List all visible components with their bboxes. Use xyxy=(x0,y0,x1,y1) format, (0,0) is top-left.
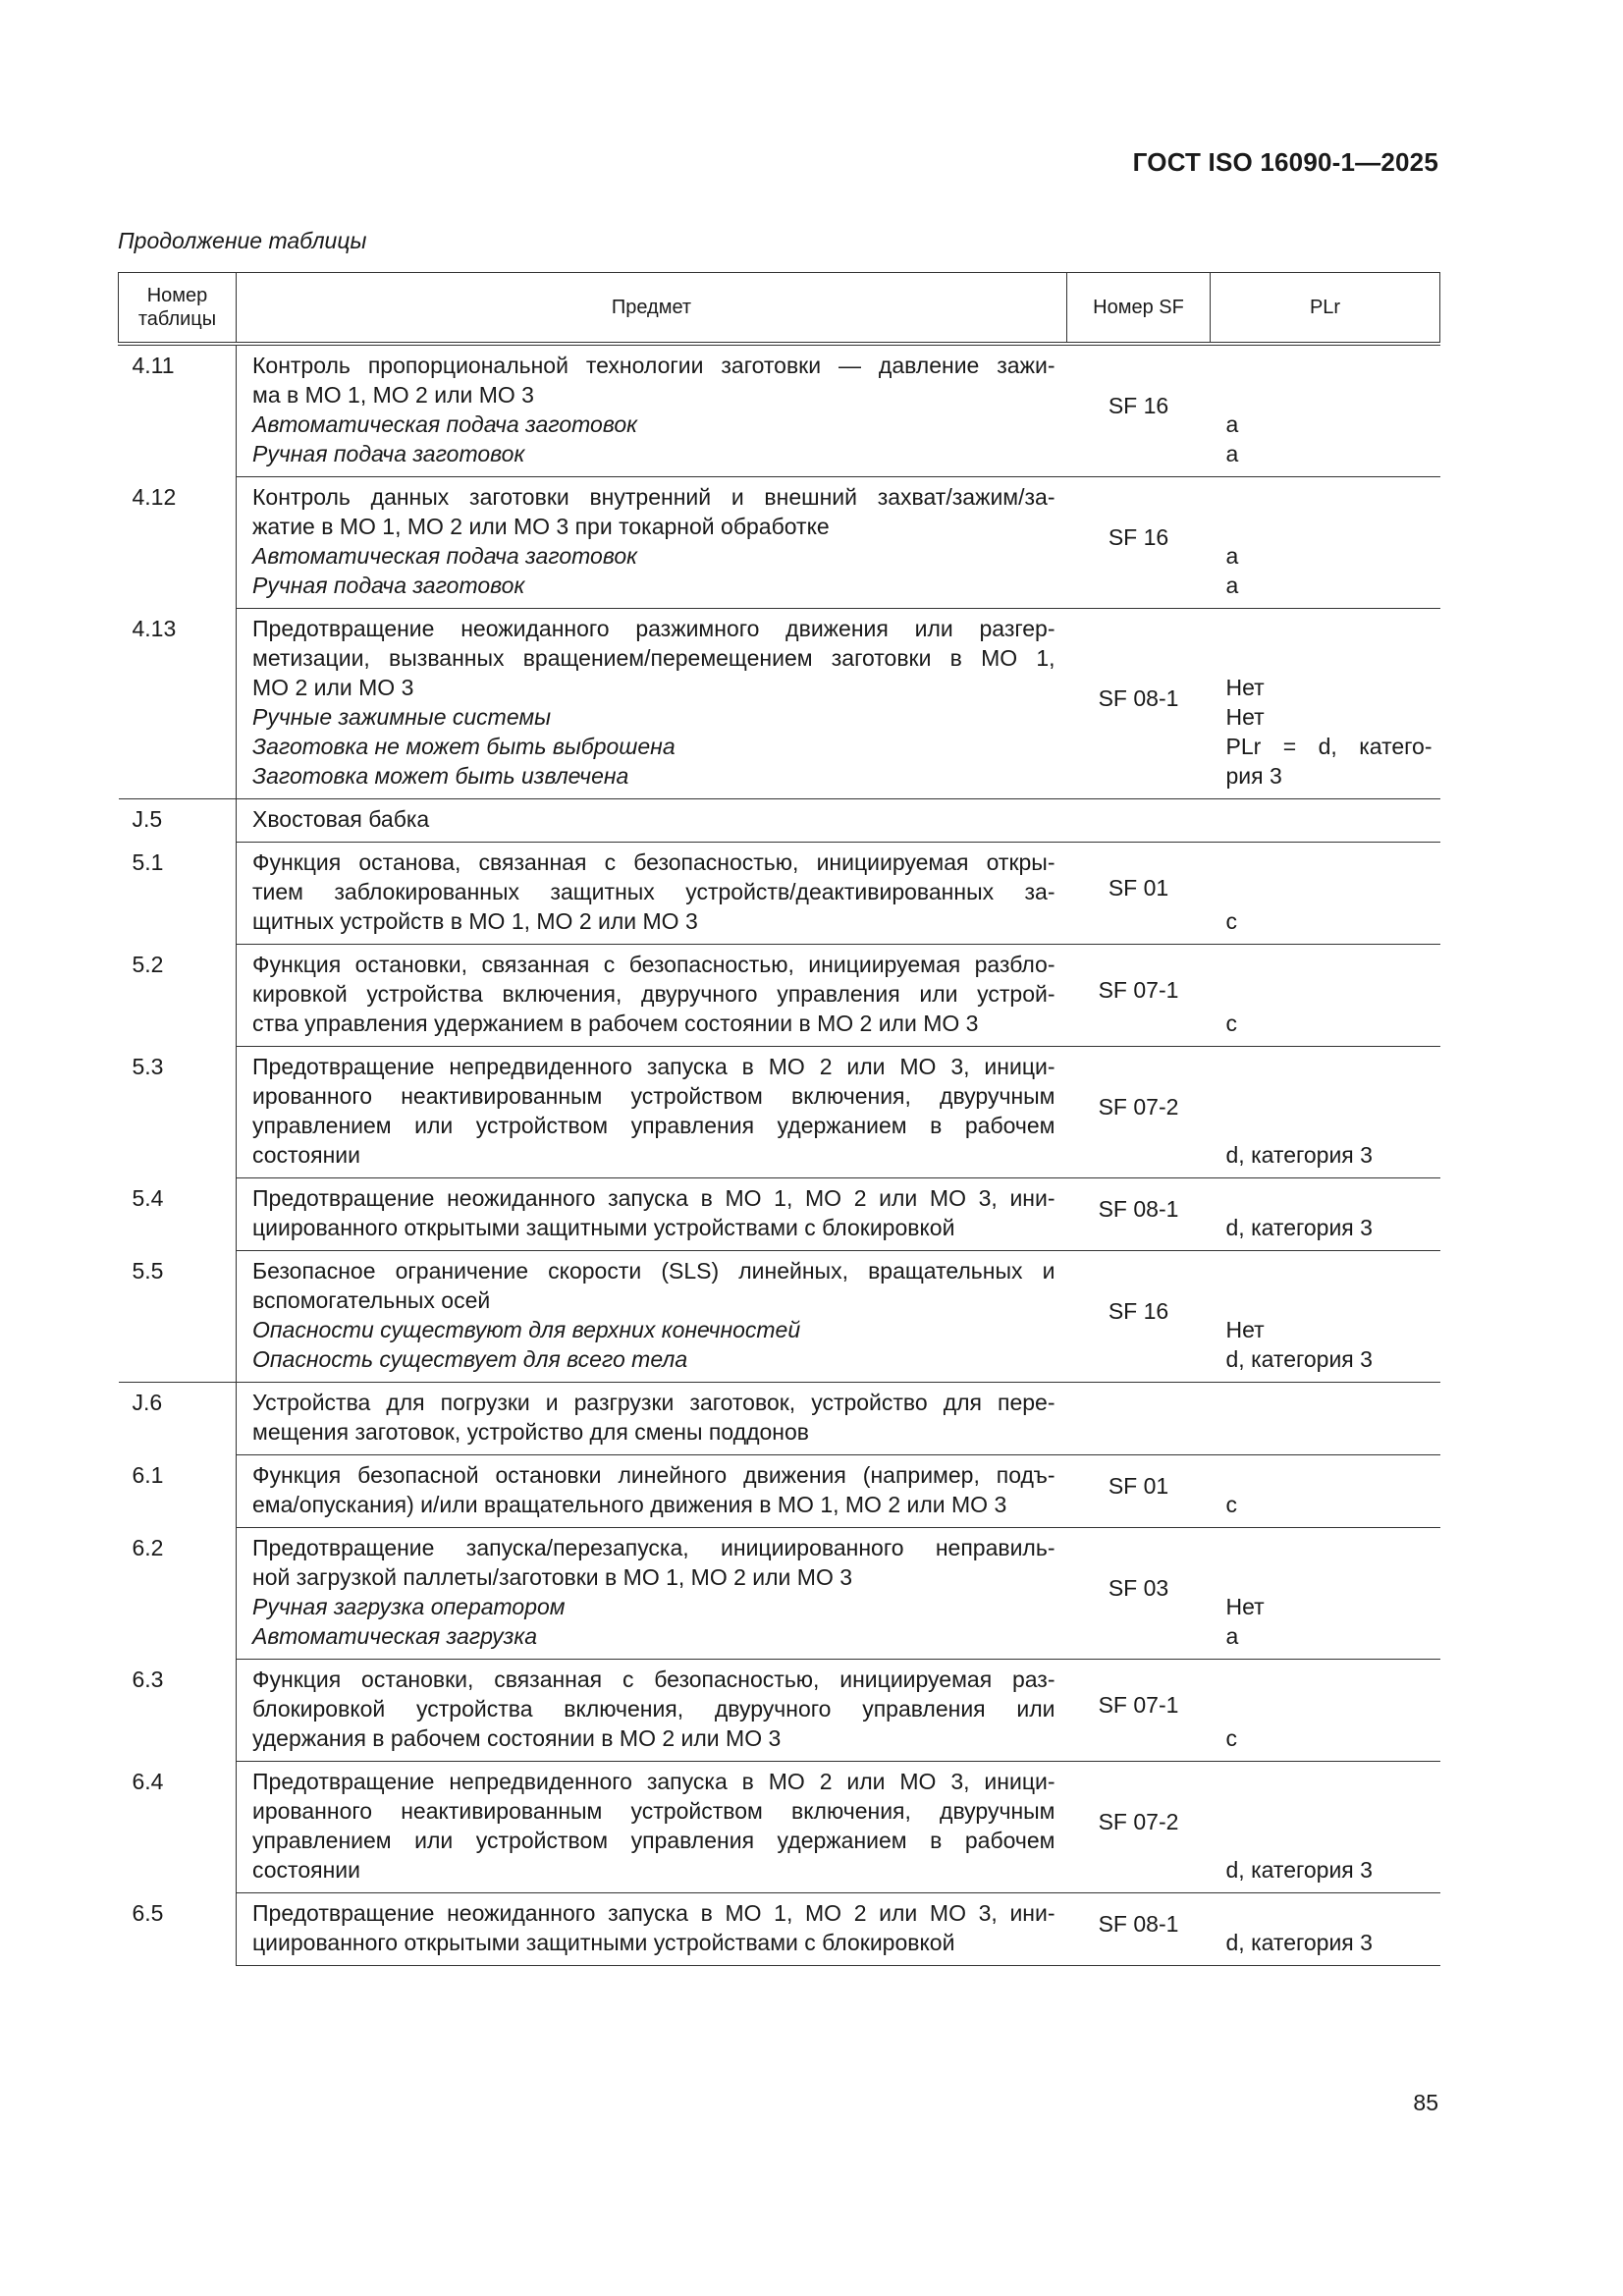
subject-condition-line: Ручная загрузка оператором xyxy=(252,1594,566,1619)
subject-text-line: Функция остановки, связанная с безопасностью, инициируемая раз- xyxy=(252,1667,1055,1692)
row-subject xyxy=(237,1660,1067,1762)
row-subject xyxy=(237,799,1067,843)
plr-value-line xyxy=(1226,847,1433,877)
plr-value-line: c xyxy=(1225,908,1237,934)
plr-value-line xyxy=(1226,1081,1433,1111)
plr-value-line: d, категория 3 xyxy=(1225,1142,1373,1168)
subject-text-line: ма в МО 1, МО 2 или МО 3 xyxy=(252,382,534,408)
subject-text-line: удержания в рабочем состоянии в МО 2 или МО 3 xyxy=(252,1725,782,1751)
plr-value-line xyxy=(1226,1183,1433,1213)
row-sf-number: SF 08-1 xyxy=(1067,1178,1211,1251)
row-plr xyxy=(1211,843,1440,945)
plr-value-line xyxy=(1226,1562,1433,1592)
subject-text-line: циированного открытыми защитными устройствами с блокировкой xyxy=(252,1930,955,1955)
row-subject xyxy=(237,1893,1067,1966)
subject-text-line: Контроль пропорциональной технологии заготовки — давление зажи- xyxy=(252,353,1055,378)
row-table-number: 5.4 xyxy=(132,1184,164,1211)
plr-value-line xyxy=(1226,1533,1433,1562)
subject-text-line: ной загрузкой паллеты/заготовки в МО 1, МО 2 или МО 3 xyxy=(252,1564,853,1590)
plr-value-line: Нет xyxy=(1225,1594,1265,1619)
row-plr xyxy=(1211,945,1440,1047)
plr-value-line xyxy=(1226,1665,1433,1694)
page-number: 85 xyxy=(1413,2090,1438,2115)
table-row xyxy=(119,1251,1440,1383)
subject-text-line: Предотвращение неожиданного запуска в МО 1, МО 2 или МО 3, ини- xyxy=(252,1900,1055,1926)
header-subject: Предмет xyxy=(237,273,1067,345)
row-table-number: 4.11 xyxy=(132,353,175,378)
table-row xyxy=(119,1047,1440,1178)
table-continuation-label: Продолжение таблицы xyxy=(118,228,367,253)
plr-value-line: Нет xyxy=(1225,675,1265,700)
subject-text-line: Предотвращение неожиданного разжимного движения или разгер- xyxy=(252,616,1055,641)
row-subject xyxy=(237,477,1067,609)
row-table-number: 5.3 xyxy=(132,1053,164,1079)
plr-value-line xyxy=(1226,351,1433,380)
subject-text-line: Функция остановки, связанная с безопасностью, инициируемая разбло- xyxy=(252,952,1055,977)
row-table-number: 5.2 xyxy=(132,951,164,977)
subject-condition-line: Заготовка может быть извлечена xyxy=(252,763,629,789)
subject-text-line: Контроль данных заготовки внутренний и внешний захват/зажим/за- xyxy=(252,484,1055,510)
plr-value-line: a xyxy=(1225,573,1239,598)
table-row xyxy=(119,1178,1440,1251)
row-table-number: 4.12 xyxy=(132,483,177,510)
plr-value-line xyxy=(1226,614,1433,643)
row-plr xyxy=(1211,1251,1440,1383)
row-sf-number: SF 01 xyxy=(1067,843,1211,945)
row-table-number: 6.5 xyxy=(132,1899,164,1926)
subject-condition-line: Ручная подача заготовок xyxy=(252,573,525,598)
subject-condition-line: Заготовка не может быть выброшена xyxy=(252,734,676,759)
plr-value-line: PLr = d, катего- xyxy=(1225,734,1433,759)
document-standard-header: ГОСТ ISO 16090-1—2025 xyxy=(1132,147,1438,177)
subject-text-line: циированного открытыми защитными устройствами с блокировкой xyxy=(252,1215,955,1240)
row-plr xyxy=(1211,1178,1440,1251)
row-subject xyxy=(237,945,1067,1047)
plr-value-line: a xyxy=(1225,411,1239,437)
table-header-row xyxy=(119,273,1440,345)
plr-value-line xyxy=(1226,1111,1433,1140)
table-row xyxy=(119,799,1440,843)
table-row xyxy=(119,945,1440,1047)
row-plr xyxy=(1211,1528,1440,1660)
row-subject xyxy=(237,1528,1067,1660)
row-sf-number: SF 16 xyxy=(1067,344,1211,477)
subject-text-line: кировкой устройства включения, двуручного управления или устрой- xyxy=(252,981,1055,1007)
plr-value-line: d, категория 3 xyxy=(1225,1857,1373,1883)
subject-text-line: состоянии xyxy=(252,1142,360,1168)
plr-value-line xyxy=(1226,1460,1433,1490)
header-sf-number: Номер SF xyxy=(1067,273,1211,345)
subject-text-line: ированного неактивированным устройством включения, двуручным xyxy=(252,1798,1055,1824)
table-body xyxy=(119,344,1440,1966)
row-plr xyxy=(1211,344,1440,477)
requirements-table xyxy=(118,272,1440,1966)
row-table-number: 4.13 xyxy=(119,609,237,799)
table-row xyxy=(119,477,1440,609)
row-sf-number: SF 07-1 xyxy=(1067,945,1211,1047)
plr-value-line: d, категория 3 xyxy=(1225,1930,1373,1955)
row-subject xyxy=(237,1455,1067,1528)
plr-value-line xyxy=(1226,512,1433,541)
plr-value-line: рия 3 xyxy=(1225,763,1282,789)
subject-condition-line: Опасности существуют для верхних конечностей xyxy=(252,1317,801,1342)
row-table-number: J.6 xyxy=(132,1390,163,1415)
row-subject xyxy=(237,843,1067,945)
plr-value-line: c xyxy=(1225,1725,1237,1751)
plr-value-line: c xyxy=(1225,1011,1237,1036)
table-row xyxy=(119,1528,1440,1660)
subject-text-line: Предотвращение неожиданного запуска в МО 1, МО 2 или МО 3, ини- xyxy=(252,1185,1055,1211)
table-row xyxy=(119,843,1440,945)
subject-text-line: МО 2 или МО 3 xyxy=(252,675,414,700)
plr-value-line xyxy=(1226,1285,1433,1315)
subject-text-line: блокировкой устройства включения, двуручного управления или xyxy=(252,1696,1055,1722)
subject-text-line: состоянии xyxy=(252,1857,360,1883)
plr-value-line: a xyxy=(1225,441,1239,466)
row-sf-number: SF 08-1 xyxy=(1067,1893,1211,1966)
row-sf-number: SF 07-2 xyxy=(1067,1047,1211,1178)
plr-value-line xyxy=(1226,1052,1433,1081)
row-plr xyxy=(1211,1455,1440,1528)
row-sf-number: SF 08-1 xyxy=(1067,609,1211,799)
row-plr xyxy=(1211,609,1440,799)
plr-value-line xyxy=(1226,1796,1433,1826)
header-table-number: Номер таблицы xyxy=(119,273,237,345)
plr-value-line: Нет xyxy=(1225,1317,1265,1342)
subject-condition-line: Автоматическая подача заготовок xyxy=(252,543,637,569)
subject-condition-line: Автоматическая подача заготовок xyxy=(252,411,637,437)
subject-text-line: ема/опускания) и/или вращательного движения в МО 1, МО 2 или МО 3 xyxy=(252,1492,1007,1517)
row-sf-number: SF 01 xyxy=(1067,1455,1211,1528)
subject-text-line: метизации, вызванных вращением/перемещением заготовки в МО 1, xyxy=(252,645,1055,671)
plr-value-line: d, категория 3 xyxy=(1225,1346,1373,1372)
row-table-number: 6.2 xyxy=(132,1534,164,1560)
plr-value-line xyxy=(1226,643,1433,673)
subject-text-line: жатие в МО 1, МО 2 или МО 3 при токарной обработке xyxy=(252,514,830,539)
subject-condition-line: Ручные зажимные системы xyxy=(252,704,552,730)
row-table-number: 6.4 xyxy=(132,1768,164,1794)
row-sf-number: SF 07-2 xyxy=(1067,1762,1211,1893)
table-row xyxy=(119,1660,1440,1762)
row-table-number: 6.1 xyxy=(132,1461,164,1488)
subject-text-line: Устройства для погрузки и разгрузки заготовок, устройство для пере- xyxy=(252,1390,1055,1415)
plr-value-line xyxy=(1226,979,1433,1009)
plr-value-line xyxy=(1226,1694,1433,1723)
subject-condition-line: Автоматическая загрузка xyxy=(252,1623,537,1649)
subject-condition-line: Опасность существует для всего тела xyxy=(252,1346,688,1372)
row-table-number: 5.5 xyxy=(119,1251,237,1383)
row-sf-number xyxy=(1067,799,1211,843)
plr-value-line xyxy=(1226,877,1433,906)
row-subject xyxy=(237,1047,1067,1178)
subject-text-line: Функция безопасной остановки линейного движения (например, подъ- xyxy=(252,1462,1055,1488)
table-row xyxy=(119,1383,1440,1455)
row-subject xyxy=(237,1251,1067,1383)
row-subject xyxy=(237,1762,1067,1893)
row-plr xyxy=(1211,1047,1440,1178)
plr-value-line xyxy=(1226,1767,1433,1796)
subject-text-line: Функция останова, связанная с безопасностью, инициируемая откры- xyxy=(252,849,1055,875)
subject-text-line: тием заблокированных защитных устройств/деактивированных за- xyxy=(252,879,1055,904)
plr-value-line: a xyxy=(1225,543,1239,569)
row-table-number: 6.3 xyxy=(132,1666,164,1692)
subject-text-line: ированного неактивированным устройством включения, двуручным xyxy=(252,1083,1055,1109)
row-plr xyxy=(1211,1660,1440,1762)
plr-value-line xyxy=(1226,1256,1433,1285)
subject-text-line: управлением или устройством управления удержанием в рабочем xyxy=(252,1828,1055,1853)
subject-text-line: управлением или устройством управления удержанием в рабочем xyxy=(252,1113,1055,1138)
subject-text-line: Хвостовая бабка xyxy=(252,806,430,832)
row-subject xyxy=(237,344,1067,477)
row-sf-number: SF 03 xyxy=(1067,1528,1211,1660)
row-subject xyxy=(237,1383,1067,1455)
plr-value-line: Нет xyxy=(1225,704,1265,730)
row-subject xyxy=(237,1178,1067,1251)
row-sf-number xyxy=(1067,1383,1211,1455)
row-plr xyxy=(1211,1893,1440,1966)
row-table-number: 5.1 xyxy=(132,848,164,875)
row-plr xyxy=(1211,1383,1440,1455)
row-sf-number: SF 16 xyxy=(1067,477,1211,609)
row-plr xyxy=(1211,477,1440,609)
subject-text-line: Предотвращение непредвиденного запуска в МО 2 или МО 3, иници- xyxy=(252,1054,1055,1079)
subject-condition-line: Ручная подача заготовок xyxy=(252,441,525,466)
plr-value-line xyxy=(1226,950,1433,979)
row-sf-number: SF 16 xyxy=(1067,1251,1211,1383)
row-table-number: J.5 xyxy=(132,806,163,832)
plr-value-line xyxy=(1226,1826,1433,1855)
table-row xyxy=(119,1893,1440,1966)
row-plr xyxy=(1211,799,1440,843)
plr-value-line: c xyxy=(1225,1492,1237,1517)
subject-text-line: Предотвращение непредвиденного запуска в МО 2 или МО 3, иници- xyxy=(252,1769,1055,1794)
row-subject xyxy=(237,609,1067,799)
plr-value-line: a xyxy=(1225,1623,1239,1649)
table-row xyxy=(119,1762,1440,1893)
table-row xyxy=(119,609,1440,799)
table-row xyxy=(119,1455,1440,1528)
subject-text-line: ства управления удержанием в рабочем состоянии в МО 2 или МО 3 xyxy=(252,1011,979,1036)
plr-value-line xyxy=(1226,1898,1433,1928)
plr-value-line xyxy=(1226,482,1433,512)
subject-text-line: Безопасное ограничение скорости (SLS) линейных, вращательных и xyxy=(252,1258,1055,1284)
subject-text-line: Предотвращение запуска/перезапуска, инициированного неправиль- xyxy=(252,1535,1055,1560)
subject-text-line: щитных устройств в МО 1, МО 2 или МО 3 xyxy=(252,908,698,934)
subject-text-line: мещения заготовок, устройство для смены поддонов xyxy=(252,1419,810,1445)
row-sf-number: SF 07-1 xyxy=(1067,1660,1211,1762)
plr-value-line xyxy=(1226,380,1433,410)
header-plr: PLr xyxy=(1211,273,1440,345)
row-plr xyxy=(1211,1762,1440,1893)
subject-text-line: вспомогательных осей xyxy=(252,1287,491,1313)
table-row xyxy=(119,344,1440,477)
plr-value-line: d, категория 3 xyxy=(1225,1215,1373,1240)
